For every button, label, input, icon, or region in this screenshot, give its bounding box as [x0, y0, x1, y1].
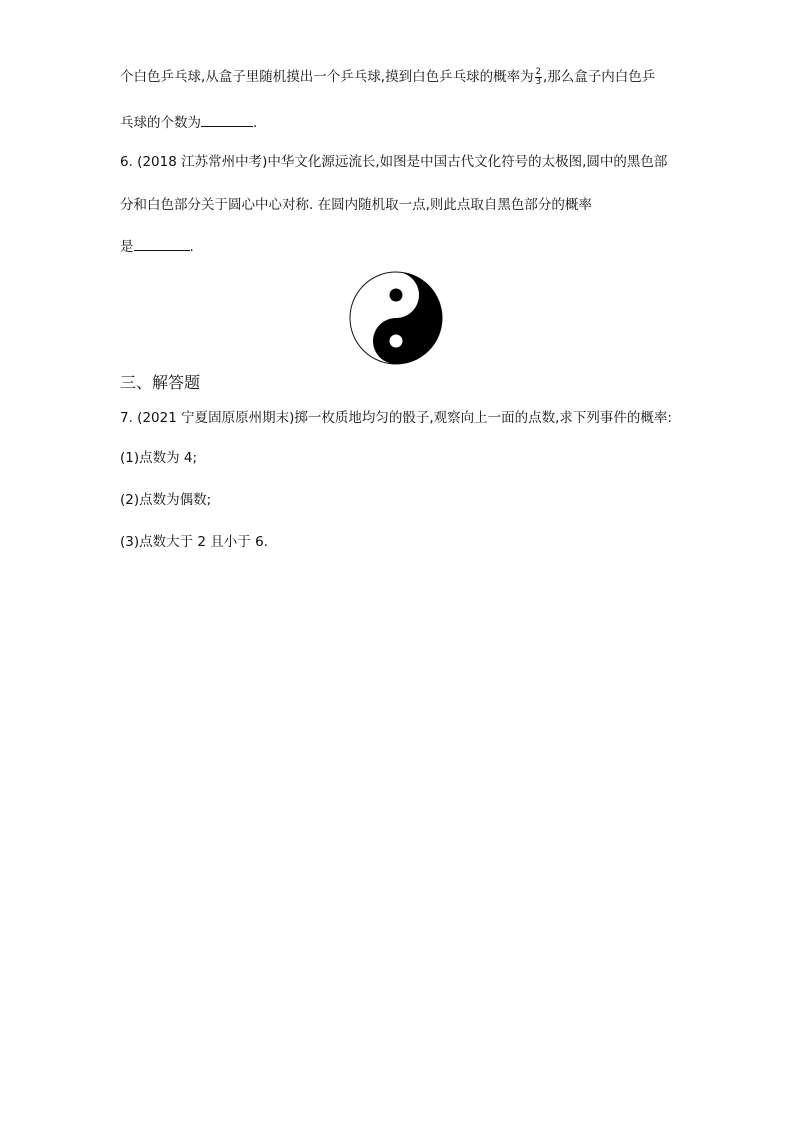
q6-line-2: 分和白色部分关于圆心中心对称. 在圆内随机取一点,则此点取自黑色部分的概率: [120, 197, 592, 213]
q5-line-2-text: 乓球的个数为: [120, 115, 201, 131]
answer-blank-q5[interactable]: [201, 112, 253, 127]
q7-part-1: (1)点数为 4;: [120, 450, 198, 466]
section-title: 三、解答题: [120, 373, 201, 392]
fraction-denominator: 3: [535, 76, 542, 87]
q6-line-3-text: 是: [120, 239, 134, 255]
answer-blank-q6[interactable]: [134, 236, 190, 251]
q7-part-3: (3)点数大于 2 且小于 6.: [120, 534, 268, 550]
taiji-black-dot: [390, 289, 403, 302]
q6-line-1: 6. (2018 江苏常州中考)中华文化源远流长,如图是中国古代文化符号的太极图,圆中的黑色部: [120, 154, 668, 170]
taiji-white-dot: [390, 335, 403, 348]
q5-text-pre: 个白色乒乓球,从盒子里随机摸出一个乒乓球,摸到白色乒乓球的概率为: [120, 69, 534, 85]
q6-line-3: [120, 236, 194, 257]
taiji-icon: [348, 270, 444, 366]
q5-text-post: ,那么盒子内白色乒: [543, 69, 656, 85]
fraction-numerator: 2: [535, 66, 542, 77]
q5-line-2-end: .: [253, 115, 258, 131]
q5-line-2: [120, 112, 257, 133]
q6-line-3-end: .: [189, 239, 194, 255]
taiji-figure: [348, 270, 444, 370]
q7-stem: 7. (2021 宁夏固原原州期末)掷一枚质地均匀的骰子,观察向上一面的点数,求下列事件的概率:: [120, 410, 672, 426]
q5-line-1: [120, 67, 655, 87]
q7-part-2: (2)点数为偶数;: [120, 492, 212, 508]
probability-fraction: [535, 68, 542, 87]
